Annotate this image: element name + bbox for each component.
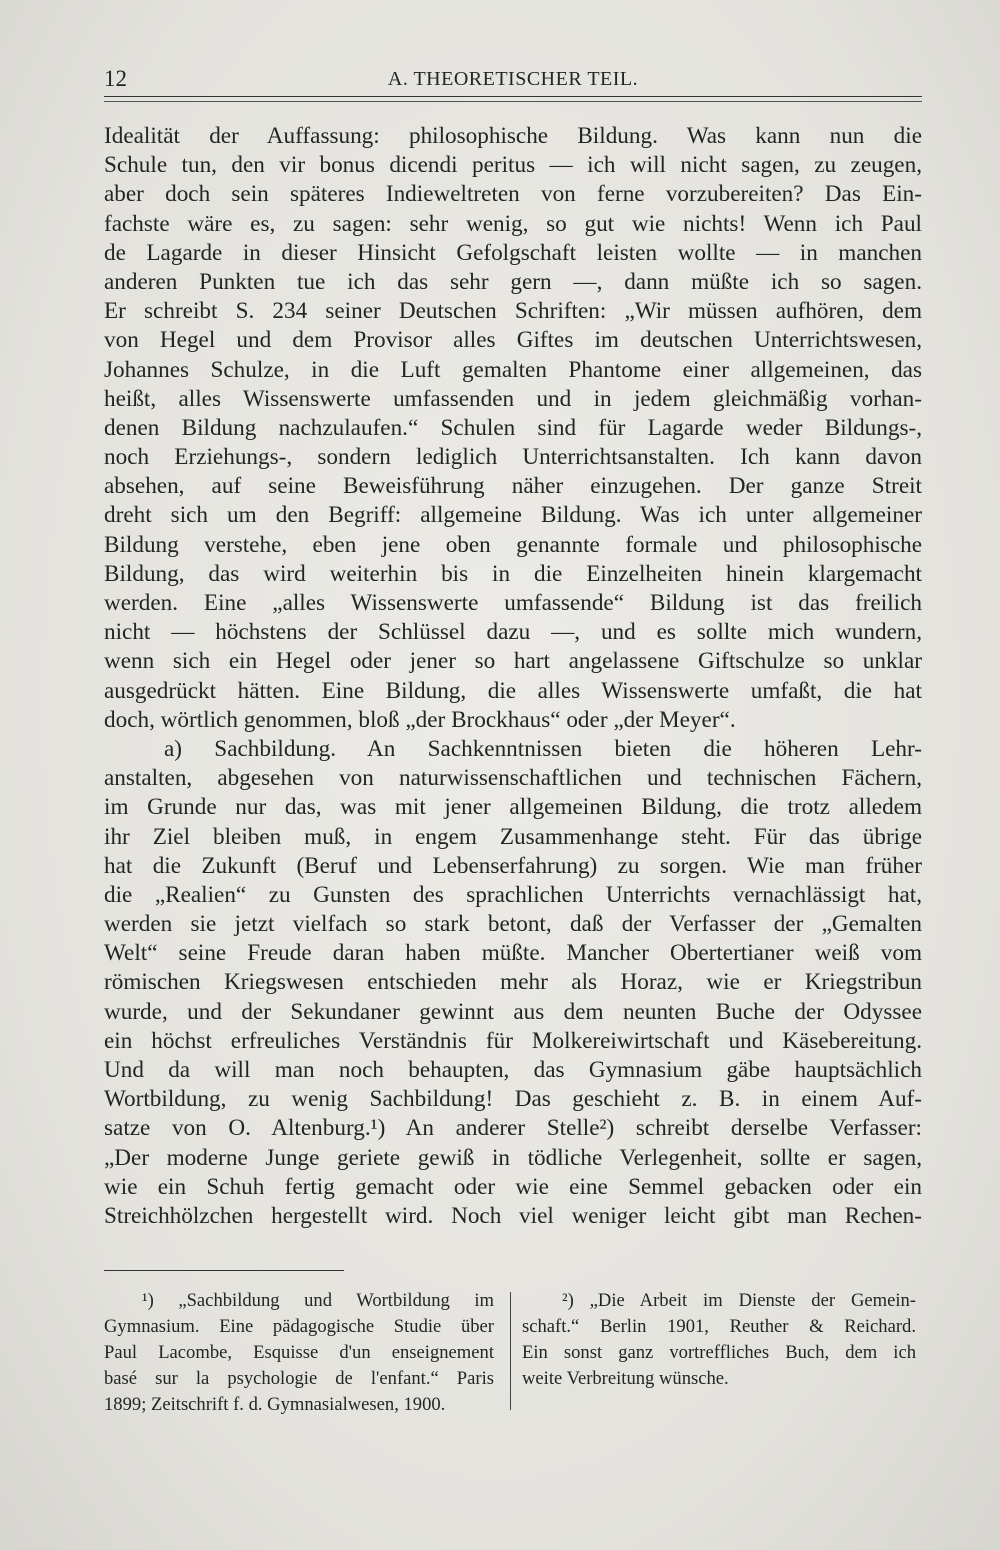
footnote-2 (522, 1288, 916, 1392)
footnote-line: basé sur la psychologie de l'enfant.“ Paris (104, 1368, 494, 1389)
footnote-rule (104, 1270, 344, 1271)
section-heading-line: a) Sachbildung. An Sachkenntnissen bieten die höheren Lehr- (164, 735, 922, 762)
text-line: heißt, alles Wissenswerte umfassenden und in jedem gleichmäßig vorhan- (104, 385, 922, 412)
text-line: anstalten, abgesehen von naturwissenschaftlichen und technischen Fächern, (104, 765, 922, 792)
footnote-line: schaft.“ Berlin 1901, Reuther & Reichard. (522, 1316, 916, 1337)
text-line: Idealität der Auffassung: philosophische Bildung. Was kann nun die (104, 123, 922, 149)
text-line: wurde, und der Sekundaner gewinnt aus dem neunten Buche der Odyssee (104, 998, 922, 1025)
footnote-line: 1899; Zeitschrift f. d. Gymnasialwesen, 1900. (104, 1394, 446, 1415)
text-line: ihr Ziel bleiben muß, in engem Zusammenhange steht. Für das übrige (104, 823, 922, 850)
text-line: noch Erziehungs-, sondern lediglich Unterrichtsanstalten. Ich kann davon (104, 444, 922, 471)
text-line: die „Realien“ zu Gunsten des sprachlichen Unterrichts vernachlässigt hat, (104, 881, 922, 908)
text-line: „Der moderne Junge geriete gewiß in tödliche Verlegenheit, sollte er sagen, (104, 1144, 922, 1171)
text-line: aber doch sein späteres Indieweltreten von ferne vorzubereiten? Das Ein- (104, 181, 922, 208)
text-line: doch, wörtlich genommen, bloß „der Brockhaus“ oder „der Meyer“. (104, 706, 736, 733)
text-line: Streichhölzchen hergestellt wird. Noch viel weniger leicht gibt man Rechen- (104, 1202, 922, 1229)
text-line: im Grunde nur das, was mit jener allgemeinen Bildung, die trotz alledem (104, 794, 922, 821)
text-line: dreht sich um den Begriff: allgemeine Bildung. Was ich unter allgemeiner (104, 502, 922, 529)
text-line: Bildung, das wird weiterhin bis in die Einzelheiten hinein klargemacht (104, 560, 922, 587)
text-line: nicht — höchstens der Schlüssel dazu —, und es sollte mich wundern, (104, 619, 922, 646)
text-line: absehen, auf seine Beweisführung näher einzugehen. Der ganze Streit (104, 473, 922, 500)
text-line: ein höchst erfreuliches Verständnis für Molkereiwirtschaft und Käsebereitung. (104, 1027, 922, 1054)
text-line: denen Bildung nachzulaufen.“ Schulen sind für Lagarde weder Bildungs-, (104, 414, 922, 441)
text-line: satze von O. Altenburg.¹) An anderer Stelle²) schreibt derselbe Verfasser: (104, 1115, 922, 1142)
page-header (104, 64, 922, 96)
text-line: ausgedrückt hätten. Eine Bildung, die alles Wissenswerte umfaßt, die hat (104, 677, 922, 704)
header-rule (104, 96, 922, 97)
text-line: anderen Punkten tue ich das sehr gern —, dann müßte ich so sagen. (104, 268, 922, 295)
text-line: römischen Kriegswesen entschieden mehr als Horaz, wie er Kriegstribun (104, 969, 922, 996)
text-line: hat die Zukunft (Beruf und Lebenserfahrung) zu sorgen. Wie man früher (104, 852, 922, 879)
footnote-line: ²) „Die Arbeit im Dienste der Gemein- (562, 1290, 916, 1311)
text-line: werden sie jetzt vielfach so stark betont, daß der Verfasser der „Gemalten (104, 911, 922, 938)
footnote-line: weite Verbreitung wünsche. (522, 1368, 729, 1389)
footnote-line: Ein sonst ganz vortreffliches Buch, dem ich (522, 1342, 916, 1363)
text-line: werden. Eine „alles Wissenswerte umfassende“ Bildung ist das freilich (104, 590, 922, 616)
text-line: Bildung verstehe, eben jene oben genannte formale und philosophische (104, 531, 922, 558)
footnote-line: ¹) „Sachbildung und Wortbildung im (142, 1290, 494, 1311)
text-line: wie ein Schuh fertig gemacht oder wie eine Semmel gebacken oder ein (104, 1173, 922, 1200)
text-line: Welt“ seine Freude daran haben müßte. Mancher Obertertianer weiß vom (104, 940, 922, 967)
header-rule-thin (104, 101, 922, 102)
body-text (104, 122, 922, 1231)
page-number: 12 (104, 66, 127, 91)
footnote-line: Gymnasium. Eine pädagogische Studie über (104, 1316, 494, 1337)
text-line: fachste wäre es, zu sagen: sehr wenig, so gut wie nichts! Wenn ich Paul (104, 210, 922, 237)
footnote-1 (104, 1288, 494, 1418)
footnote-line: Paul Lacombe, Esquisse d'un enseignement (104, 1342, 494, 1363)
text-line: de Lagarde in dieser Hinsicht Gefolgschaft leisten wollte — in manchen (104, 239, 922, 266)
text-line: Und da will man noch behaupten, das Gymnasium gäbe hauptsächlich (104, 1057, 922, 1083)
footnote-column-divider (510, 1292, 511, 1410)
text-line: Er schreibt S. 234 seiner Deutschen Schriften: „Wir müssen aufhören, dem (104, 298, 922, 325)
text-line: Schule tun, den vir bonus dicendi peritus — ich will nicht sagen, zu zeugen, (104, 152, 922, 179)
running-head: A. THEORETISCHER TEIL. (387, 68, 639, 90)
text-line: von Hegel und dem Provisor alles Giftes im deutschen Unterrichtswesen, (104, 327, 922, 354)
text-line: Johannes Schulze, in die Luft gemalten Phantome einer allgemeinen, das (104, 356, 922, 383)
text-line: Wortbildung, zu wenig Sachbildung! Das geschieht z. B. in einem Auf- (104, 1086, 922, 1113)
text-line: wenn sich ein Hegel oder jener so hart angelassene Giftschulze so unklar (104, 648, 922, 675)
